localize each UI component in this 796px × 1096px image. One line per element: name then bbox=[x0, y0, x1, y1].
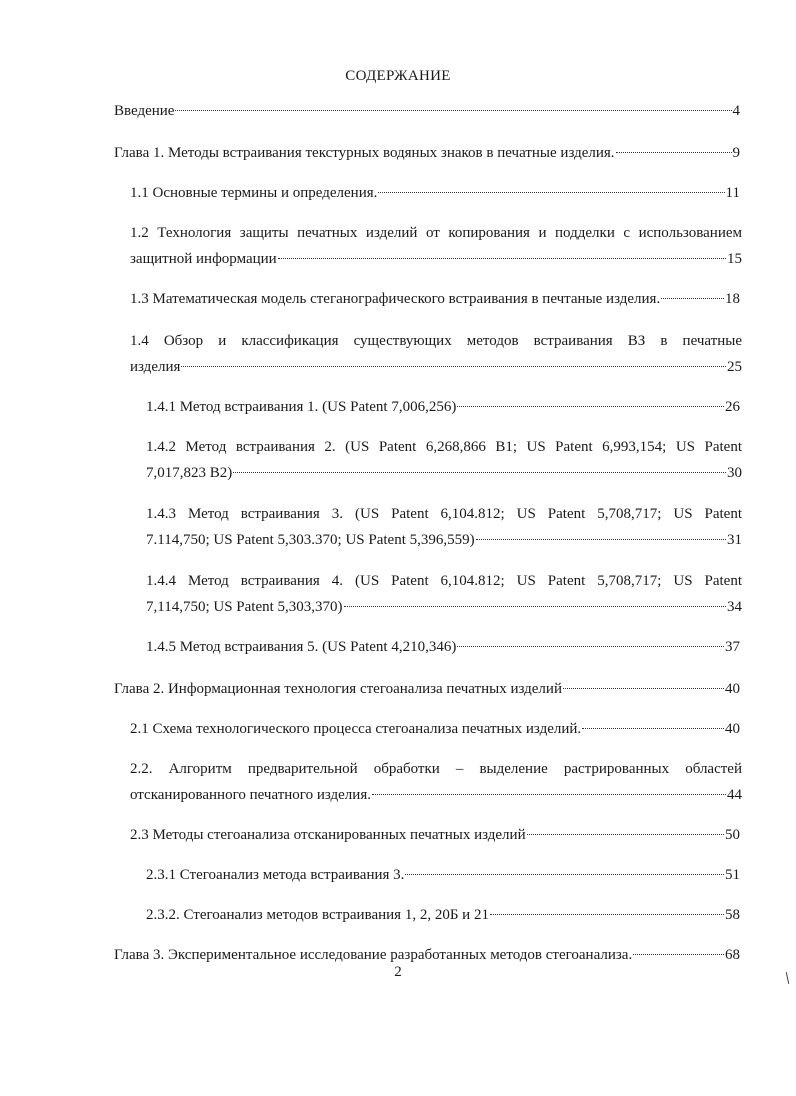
leader-dots bbox=[457, 406, 724, 407]
entry-page: 68 bbox=[725, 947, 740, 963]
entry-page: 15 bbox=[727, 251, 742, 267]
entry-text: Глава 3. Экспериментальное исследование разработанных методов стегоанализа. bbox=[114, 947, 633, 963]
toc-entry-1-4-2[interactable] bbox=[146, 434, 742, 486]
leader-dots bbox=[175, 110, 731, 111]
entry-text: Глава 1. Методы встраивания текстурных водяных знаков в печатные изделия. bbox=[114, 145, 615, 161]
entry-text: 1.4.1 Метод встраивания 1. (US Patent 7,006,256) bbox=[146, 399, 457, 415]
toc-entry-2-3-1[interactable] bbox=[146, 862, 740, 888]
toc-entry-chapter-1[interactable] bbox=[114, 140, 740, 166]
entry-text-line-2: 7.114,750; US Patent 5,303.370; US Patent 5,396,559) bbox=[146, 532, 475, 548]
entry-text: 2.3 Методы стегоанализа отсканированных печатных изделий bbox=[130, 827, 526, 843]
toc-entry-2-1[interactable] bbox=[130, 716, 740, 742]
toc-entry-1-4[interactable] bbox=[130, 328, 742, 380]
leader-dots bbox=[278, 258, 726, 259]
entry-page: 9 bbox=[732, 145, 740, 161]
entry-page: 11 bbox=[725, 185, 740, 201]
entry-text: 2.1 Схема технологического процесса стегоанализа печатных изделий. bbox=[130, 721, 582, 737]
entry-text: 1.4.5 Метод встраивания 5. (US Patent 4,210,346) bbox=[146, 639, 457, 655]
leader-dots bbox=[344, 606, 726, 607]
toc-entry-1-2[interactable] bbox=[130, 220, 742, 272]
toc-entry-1-4-1[interactable] bbox=[146, 394, 740, 420]
leader-dots bbox=[616, 152, 732, 153]
leader-dots bbox=[372, 794, 726, 795]
entry-page: 34 bbox=[727, 599, 742, 615]
leader-dots bbox=[661, 298, 724, 299]
entry-page: 51 bbox=[725, 867, 740, 883]
leader-dots bbox=[181, 366, 726, 367]
leader-dots bbox=[405, 874, 724, 875]
entry-page: 31 bbox=[727, 532, 742, 548]
entry-text-line-2: изделия bbox=[130, 359, 181, 375]
toc-entry-2-2[interactable] bbox=[130, 756, 742, 808]
entry-text: Глава 2. Информационная технология стегоанализа печатных изделий bbox=[114, 681, 562, 697]
toc-entry-2-3-2[interactable] bbox=[146, 902, 740, 928]
entry-text-line-2: отсканированного печатного изделия. bbox=[130, 787, 371, 803]
entry-text-line-2: 7,017,823 B2) bbox=[146, 465, 233, 481]
entry-text: Введение bbox=[114, 103, 175, 119]
entry-text-line-2: 7,114,750; US Patent 5,303,370) bbox=[146, 599, 343, 615]
entry-page: 58 bbox=[725, 907, 740, 923]
entry-page: 4 bbox=[732, 103, 740, 119]
entry-text: 2.3.1 Стегоанализ метода встраивания 3. bbox=[146, 867, 405, 883]
entry-text: 1.3 Математическая модель стеганографического встраивания в печтаные изделия. bbox=[130, 291, 661, 307]
entry-text-line-1: 1.4 Обзор и классификация существующих методов встраивания ВЗ в печатные bbox=[130, 333, 742, 349]
leader-dots bbox=[490, 914, 724, 915]
entry-page: 30 bbox=[727, 465, 742, 481]
entry-page: 25 bbox=[727, 359, 742, 375]
entry-page: 18 bbox=[725, 291, 740, 307]
toc-entry-1-4-4[interactable] bbox=[146, 568, 742, 620]
entry-text-line-1: 1.2 Технология защиты печатных изделий от копирования и подделки с использованием bbox=[130, 225, 742, 241]
entry-text-line-2: защитной информации bbox=[130, 251, 277, 267]
toc-entry-1-1[interactable] bbox=[130, 180, 740, 206]
toc-entry-1-4-5[interactable] bbox=[146, 634, 740, 660]
entry-page: 26 bbox=[725, 399, 740, 415]
toc-entry-chapter-2[interactable] bbox=[114, 676, 740, 702]
entry-text: 1.1 Основные термины и определения. bbox=[130, 185, 378, 201]
toc-entry-2-3[interactable] bbox=[130, 822, 740, 848]
entry-text-line-1: 1.4.3 Метод встраивания 3. (US Patent 6,104.812; US Patent 5,708,717; US Patent bbox=[146, 506, 742, 522]
leader-dots bbox=[633, 954, 724, 955]
entry-page: 44 bbox=[727, 787, 742, 803]
toc-entry-introduction[interactable] bbox=[114, 98, 740, 124]
leader-dots bbox=[233, 472, 726, 473]
leader-dots bbox=[582, 728, 724, 729]
entry-text: 2.3.2. Стегоанализ методов встраивания 1, 2, 20Б и 21 bbox=[146, 907, 489, 923]
entry-page: 50 bbox=[725, 827, 740, 843]
entry-page: 40 bbox=[725, 681, 740, 697]
entry-page: 40 bbox=[725, 721, 740, 737]
leader-dots bbox=[563, 688, 724, 689]
entry-text-line-1: 2.2. Алгоритм предварительной обработки – выделение растрированных областей bbox=[130, 761, 742, 777]
leader-dots bbox=[457, 646, 724, 647]
entry-text-line-1: 1.4.2 Метод встраивания 2. (US Patent 6,268,866 B1; US Patent 6,993,154; US Patent bbox=[146, 439, 742, 455]
page-number: 2 bbox=[394, 964, 402, 980]
entry-page: 37 bbox=[725, 639, 740, 655]
leader-dots bbox=[527, 834, 724, 835]
toc-title: СОДЕРЖАНИЕ bbox=[345, 68, 451, 84]
leader-dots bbox=[378, 192, 724, 193]
toc-entry-1-4-3[interactable] bbox=[146, 501, 742, 553]
toc-entry-1-3[interactable] bbox=[130, 286, 740, 312]
entry-text-line-1: 1.4.4 Метод встраивания 4. (US Patent 6,104.812; US Patent 5,708,717; US Patent bbox=[146, 573, 742, 589]
leader-dots bbox=[476, 539, 726, 540]
